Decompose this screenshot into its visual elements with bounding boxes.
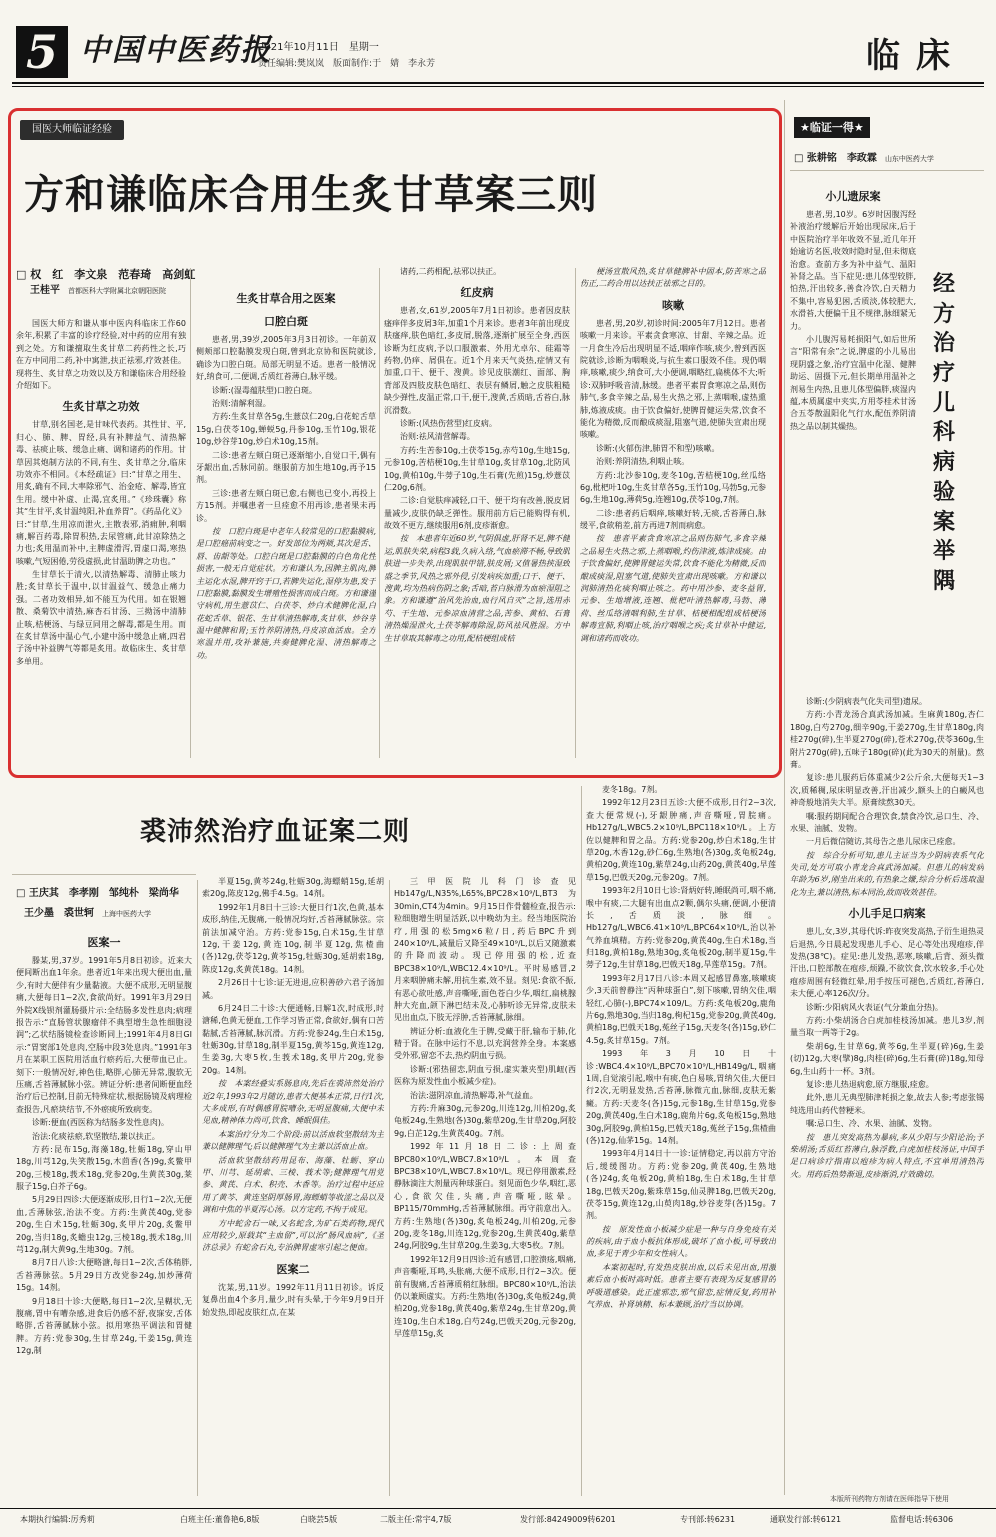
sidebar-authors — [794, 151, 934, 167]
paragraph: 嘱:服药期间配合合理饮食,禁食冷饮,忌口生、冷、水果、油腻、发物。 — [790, 811, 984, 833]
paragraph: 一月后微信随访,其母告之患儿尿床已痊愈。 — [806, 837, 961, 847]
sidebar-column-bottom — [790, 696, 984, 1490]
article2-authors-line2 — [24, 906, 151, 922]
article-headline: 方和谦临床合用生炙甘草案三则 — [24, 172, 598, 218]
affiliation: 首都医科大学附属北京朝阳医院 — [68, 287, 166, 295]
paragraph: 方药:生苦参10g,土茯苓15g,赤芍10g,生地15g,元参10g,苦桔梗10g,生甘草10g,炙甘草10g,北防风10g,黄柏10g,牛蒡子10g,生石膏(先煎)15g,炒薏苡仁20g,6剂。 — [384, 445, 570, 492]
commentary-paragraph: 按 口腔白斑是中老年人较常见的口腔黏膜病,是口腔癌前病变之一。好发部位为两颊,其次是舌、唇、齿龈等处。口腔白斑是口腔黏膜的白色角化性损害,一般无自觉症状。方和谦认为,因脾主肌肉,脾主运化水湿,脾开窍于口,若脾失运化,湿停为患,发于口腔黏膜,黏膜发生增殖性损害而成白斑。方和谦谨守病机,用生薏苡仁、白茯苓、炒白术健脾化湿,白花蛇舌草、银花、生甘草清热解毒,炙甘草、炒谷芽温中健脾和胃;玉竹养阴清热,丹皮凉血活血。全方寒温并用,攻补兼施,共奏健脾化湿、清热解毒之功。 — [196, 526, 376, 660]
paragraph: 治法:化痰祛瘀,软坚散结,兼以扶正。 — [32, 1131, 160, 1141]
commentary-paragraph: 本案治疗分为二个阶段:前以活血软坚散结为主兼以健脾理气;后以健脾理气为主兼以活血止血。 — [202, 1129, 384, 1152]
commentary-paragraph: 按 患儿突发高热为暴病,多从少阳与少阳论治;予柴胡汤;舌质红苔薄白,脉浮数,白虎加桂枝汤证,中国手足口病诊疗指南以疱疹为病人特点,不宜单用清热泻火。用药后热势渐退,皮疹渐消,疗效确切。 — [790, 1132, 984, 1179]
paragraph: 诊断:少阳病风火表证(气分兼血分热)。 — [806, 1002, 943, 1012]
paragraph: 诊断:(火郁伤津,肺胃不和型)咳嗽。 — [596, 443, 720, 453]
column-divider — [190, 268, 191, 758]
paragraph: 诊断:(风热伤营型)红皮病。 — [400, 418, 497, 428]
footer-night: 二版主任:常宇4,7版 — [380, 1515, 452, 1524]
subheading: 红皮病 — [460, 286, 494, 300]
subheading: 小儿遗尿案 — [825, 190, 881, 203]
footer-special: 专刊部:转6231 — [680, 1515, 736, 1524]
sidebar-divider — [784, 100, 785, 1495]
author-name: 王桂平 — [30, 285, 60, 296]
article2-column-3 — [394, 876, 576, 1498]
paragraph: 患者,女,61岁,2005年7月1日初诊。患者因皮肤瘙痒伴多皮屑3年,加重1个月来诊。患者3年前出现皮肤瘙痒,肤色暗红,多皮屑,脱落,逐渐扩展至全身,西医诊断为红皮病,予以口服激素、外用尤卓尔、硅霜等药物,仍痒、屑俱在。近1个月来天气炎热,症情又有加重,口干、便干、溲黄。诊见皮肤潮红、面部、胸背部及四肢皮肤色暗红、表层有鳞屑,触之皮肤粗糙缺少弹性,皮温正常,口干,便干,溲黄,舌质暗,舌苔白,脉沉滑数。 — [384, 306, 570, 415]
masthead-rule-thin — [12, 86, 984, 87]
paragraph: 方药:小柴胡汤合白虎加桂枝汤加减。患儿3岁,剂量当取一两等于2g。 — [790, 1016, 984, 1038]
paragraph: 1993年3月10日十诊:WBC4.4×10⁹/L,BPC70×10⁹/L,HB149g/L,咽痛1周,自觉滚引起,喉中有痰,色白易咳,胃纳欠佳,大便日行2次,无明显发热,舌苔薄,脉微亢血,脉细,皮肤无紫癜。方药:天麦冬(各)15g,元参18g,生甘草15g,党参20g,黄芪40g,生白术18g,鹿角片6g,炙龟板15g,熟地30g,阿胶9g,黄柏15g,巴戟天18g,菟丝子15g,焦楂曲(各)12g,仙茅15g。14剂。 — [586, 1049, 776, 1145]
paragraph: 1992年1月8日十三诊:大便日行1次,色黄,基本成形,纳佳,无腹痛,一般情况均好,舌苔薄腻脉弦。宗前法加减守治。方药:党参15g,白术15g,生甘草12g,干姜12g,黄连10g,制半夏12g,焦楂曲(各)12g,茯苓12g,黄芩15g,牡蛎30g,延胡索18g,陈皮12g,炙黄芪18g。14剂。 — [202, 902, 384, 974]
paragraph: 二诊:患者左颊白斑已逐渐缩小,自觉口干,偶有牙龈出血,舌脉同前。继服前方加生地10g,再予15剂。 — [196, 450, 376, 485]
paragraph: 9月18日十诊:大便略,每日1~2次,呈糊状,无腹痛,胃中有嘈杂感,进食后仍感不舒,夜寐安,舌体略胖,舌苔薄腻脉小弦。拟用寒热平调法和胃健脾。方药:党参30g,生甘草24g,干姜15g,黄连12g,制 — [16, 1296, 192, 1356]
section-title: 临床 — [866, 36, 966, 76]
column-divider — [575, 268, 576, 758]
paragraph: 二诊:自觉肤痒减轻,口干、便干均有改善,脱皮屑量减少,皮肤仍缺乏弹性。服用前方后已能购得有机,故效不更方,继续服用6剂,皮疹渐愈。 — [384, 496, 570, 531]
column-divider — [581, 786, 582, 1496]
masthead-rule — [12, 82, 984, 84]
article1-column-3 — [384, 266, 570, 758]
paragraph: 诊断:(邪热留恋,阴血亏损,虚实兼夹型)肌衄(西医称为原发性血小板减少症)。 — [394, 1064, 576, 1087]
paragraph: 1992年11月18日二诊:上周查BPC80×10⁹/L,WBC7.8×10⁹/L。本周查BPC38×10⁹/L,WBC7.8×10⁹/L。现已停用激素,经静脉滴注大剂量丙种球蛋白。刻见面色少华,咽红,恶心,食欲欠佳,头痛,声音嘶哑,眩晕。BP115/70mmHg,舌苔薄腻脉细。再守前意出入。方药:生熟地(各)30g,炙龟板24g,川柏20g,元参20g,麦冬18g,川连12g,党参20g,生黄芪40g,紫草24g,阿胶9g,生甘草20g,生姜3g,大枣5枚。7剂。 — [394, 1142, 576, 1251]
paragraph: 生甘草长于清火,以清热解毒、清肺止咳力胜;炙甘草长于温中,以甘温益气、缓急止痛力强。二者功效相异,如不能互为代用。如在银翘散、桑菊饮中清热,麻杏石甘汤、三拗汤中清肺止咳,桔梗汤、与绿豆同用之解毒,都是生用。而在炙甘草汤中温心气,小建中汤中缓急止痛,四君子汤中补益脾气等都是炙用。故临床生、炙甘草多单用。 — [16, 570, 186, 666]
paragraph: 8月7日八诊:大便略溏,每日1~2次,舌体稍胖,舌苔薄脉弦。5月29日方改党参24g,加炒薄荷15g。14剂。 — [16, 1258, 192, 1293]
sidebar-vertical-title: 经方治疗儿科病验案举隅 — [932, 271, 955, 594]
paragraph: 5月29日四诊:大便逐渐成形,日行1~2次,无便血,舌薄脉弦,治法不变。方药:生黄芪40g,党参20g,生白术15g,牡蛎30g,炙甲片20g,炙鳖甲20g,当归18g,炙蟾虫12g,三棱18g,莪术18g,川芎12g,制大黄9g,生地30g。7剂。 — [16, 1195, 192, 1255]
paragraph: 患者,男,10岁。6岁时因腹泻经补液治疗缓解后开始出现尿床,后于中医院治疗半年收效不显,近几年开始逾访名医,收效时隐时显,但未彻底治愈。查前方多为补中益气、温阳补肾之品。当下症见:患儿体型较胖,怕热,汗出较多,善食冷饮,白天精力不集中,容易犯困,舌质淡,体较肥大,水滑苔,大便偏干且不规律,脉细紧无力。 — [790, 210, 916, 331]
paragraph: 此外,患儿无典型肺津耗损之象,故去人参;考虑张锡纯选用山药代替粳米。 — [790, 1093, 984, 1115]
paragraph: 患者,男,20岁,初诊时间:2005年7月12日。患者咳嗽一月来诊。平素贪食寒凉、甘甜、辛辣之品。近一月食生冷后出现明显不适,咽痒作咳,痰少,曾到西医院就诊,诊断为咽喉炎,与抗生素口服效不佳。现仍咽痒,咳嗽,痰少,纳食可,大小便调,咽略红,扁桃体不大;听诊:双肺呼吸音清,脉缓。患者平素胃食寒凉之品,则伤肺气,多食辛辣之品,易生火热之邪,上蒸咽喉,虚热熏肺,炼液成痰。由于饮食偏好,使脾胃健运失常,饮食不能化为精微,反而酿成痰湿,阻塞气道,使肺失宣肃出现咳嗽。 — [580, 318, 766, 440]
article-tag: 国医大师临证经验 — [20, 120, 124, 140]
article2-headline: 裘沛然治疗血证案二则 — [140, 817, 411, 847]
paragraph: 6月24日二十诊:大便通畅,日解1次,时成形,时溏稀,色黄无便血,工作学习皆正常,食欲好,偶有口苦黏腻,舌苔薄腻,脉沉滑。方药:党参24g,生白术15g,牡蛎30g,甘草18g,制半夏15g,黄芩15g,黄连12g,生姜3g,大枣5枚,生莪术18g,炙甲片20g,党参20g。14剂。 — [202, 1003, 384, 1075]
paragraph: 治法:滋阴凉血,清热解毒,补气益血。 — [410, 1090, 538, 1100]
paragraph: 2月26日十七诊:证无进退,应积善砂六君子汤加减。 — [202, 978, 384, 1000]
article2-authors: □ 王庆其 李孝刚 邹纯朴 梁尚华 — [16, 888, 179, 899]
paragraph: 1993年2月10日七诊:肾炳好转,睡眠尚可,咽不痛,喉中有痰,二大腿有出血点2颗,偶尔头痛,便调,小便清长,舌质淡,脉细。Hb127g/L,WBC6.41×10⁹/L,BPC64×10⁹/L,治以补气养血填精。方药:党参20g,黄芪40g,生白术18g,当归18g,黄柏18g,熟地30g,炙龟板20g,制半夏15g,牛蒡子12g,生甘草18g,巴戟天18g,旱莲草15g。7剂。 — [586, 886, 776, 970]
subheading: 生炙甘草之功效 — [62, 400, 140, 414]
commentary-paragraph: 按 本案经叠实系肠息肉,先后在裘沛然处治疗近2年,1993年2月随访,患者大便基本正常,日行1次,大多成形,有时偶感胃脘嘈杂,无明显腹痛,大便中未见血,精神体力尚可,饮食、睡眠俱佳。 — [202, 1079, 384, 1126]
paragraph: 诸药,二药相配,祛邪以扶正。 — [400, 267, 502, 276]
paragraph: 患者,男,39岁,2005年3月3日初诊。一年前双侧颊部口腔黏膜发现白斑,曾到北京协和医院就诊,确诊为口腔白斑。局部无明显不适。患者一般情况好,纳食可,二便调,舌质红苔薄白,脉平缓。 — [196, 335, 376, 382]
article2-author-names: 王少墨 裘世轲 — [24, 908, 94, 919]
column-divider — [379, 268, 380, 758]
paragraph: 1992年12月23日五诊:大便不成形,日行2~3次,查大便常规(-),牙龈肿痛,声音嘶哑,胃脘痛。Hb127g/L,WBC5.2×10⁹/L,BPC118×10⁹/L。上方佐以健脾和胃之品。方药:党参20g,炒白术18g,生甘草20g,木香12g,砂仁6g,生熟地(各)30g,炙龟板24g,黄柏20g,黄连10g,紫草24g,山药20g,黄芪40g,早莲草15g,巴戟天20g,元参20g。7剂。 — [586, 798, 776, 882]
paragraph: 三甲医院儿科门诊查见Hb147g/L,N35%,L65%,BPC28×10⁹/L,BT3为30min,CT4为4min。9月15日作骨髓检查,报告示:粒细胞增生明显活跃,以中晚幼为主。经当地医院治疗,用强的松5mg×6粒/日,药后BPC升到240×10⁹/L,减量后又降至49×10⁹/L,以后又随激素的升降而波动。现已停用强的松,近查BPC38×10⁹/L,WBC12.4×10⁹/L。平时易感冒,2月来咽肿痛未解,用抗生素,效不显。刻见:食欲不振,有恶心欲吐感,声音嘶哑,面色苍白少华,咽红,扁桃腺肿大充血,颌下淋巴结未及,心肺听诊无异常,皮肤未见出血点,下肢无浮肿,舌苔薄腻,脉细。 — [394, 877, 576, 1023]
paragraph: 柴胡6g,生甘草6g,黄芩6g,生半夏(碎)6g,生姜(切)12g,大枣(擘)8g,肉桂(碎)6g,生石膏(碎)18g,知母6g,生山药十一杯。3剂。 — [790, 1041, 984, 1076]
footer-exec-editor: 本期执行编辑:厉秀莉 — [20, 1515, 95, 1524]
paragraph: 二诊:患者药后咽痒,咳嗽好转,无痰,舌苔薄白,脉缓平,食欲稍差,前方再进7剂而病愈。 — [580, 508, 766, 531]
paragraph: 诊断:(少阴病表气化失司型)遗尿。 — [806, 697, 927, 706]
paragraph: 方药:升麻30g,元参20g,川连12g,川柏20g,炙龟板24g,生熟地(各)30g,紫草20g,生甘草20g,阿胶9g,白芷12g,生黄芪40g。7剂。 — [394, 1104, 576, 1138]
paragraph: 方药:昆布15g,海藻18g,牡蛎18g,穿山甲18g,川芎12g,失笑散15g,木茴香(各)9g,炙鳖甲20g,三棱18g,莪术18g,党参20g,生黄芪30g,莱服子15g,白芥子6g。 — [16, 1144, 192, 1192]
paragraph: 滕某,男,37岁。1991年5月8日初诊。近来大便间断出血1年余。患者近1年来出现大便出血,量少,有时大便伴有少量黏液。大便不成形,无明显腹痛,大便每日1~2次,食欲尚好。1991年3月29日外院X线钡剂灌肠摄片示:全结肠多发性息肉;病理报告示:“直肠管状腺瘤伴不典型增生急性细胞浸润”;乙状结肠镜检查诊断同上;1991年4月8日GI示:“胃窦部1处息肉,空肠中段3处息肉。”1991年3月在某职工医院用活血行瘀药后,大便带血已止。刻下:一般情况好,神色佳,略胖,心肺无异常,腹软无压痛,舌苔薄腻脉小弦。辨证分析:患者间断便血经治疗后已控制,目前无特殊症状,根据肠镜及病理检查报告,凡瘀块结节,不外瘀痰所致病变。 — [16, 956, 192, 1114]
commentary-paragraph: 按 综合分析可知,患儿主证当为少阴病表系气化失司,处方可取小青龙合真武汤加减。但患儿的病发病年龄为6岁,刚坐出来的,有热象之嫌,综合分析后选取温化为主,兼以清热,标本同治,故而收效甚佳。 — [790, 850, 984, 897]
paragraph: 三诊:患者左颊白斑已愈,右侧也已变小,再投上方15剂。并嘱患者一旦痊愈不用再诊,患者果未再诊。 — [196, 488, 376, 523]
sidebar-rule — [790, 170, 984, 171]
article2-column-4 — [586, 784, 776, 1498]
article2-column-1 — [16, 928, 192, 1498]
page-number: 5 — [16, 26, 68, 78]
paragraph: 复诊:患儿热退病愈,原方继服,痊愈。 — [806, 1079, 934, 1089]
paragraph: 治则:祛风清营解毒。 — [400, 432, 475, 442]
article2-rule — [12, 874, 196, 875]
column-divider — [197, 880, 198, 1496]
subheading: 医案二 — [276, 1262, 310, 1276]
sidebar-author-names: □ 张耕铭 李政霖 — [794, 153, 877, 164]
paragraph: 诊断:便血(西医称为结肠多发性息肉)。 — [32, 1118, 169, 1128]
paragraph: 患儿,女,3岁,其母代诉:昨夜突发高热,子衍生退热灵后退热,今日晨起发现患儿手心、足心等处出现疱疹,伴发热(38℃)。症见:患儿发热,恶寒,咳嗽,后背、颈头微汗出,口腔部散在疱疹,烦躁,不欲饮食,饮水较多,手心处疱疹周围有轻微红晕,用手按压可褪色,舌质红,苔薄白,未大便,心率126次/分。 — [790, 927, 984, 999]
page-footer — [0, 1508, 996, 1531]
paragraph: 小儿腹泻易耗损阳气,如后世所言“阳常有余”之说,脾虚的小儿易出现阴盛之象,治疗宜温中化湿、健脾助运、固摄下元,但长期单用温补之剂易生内热,且患儿体型偏胖,痰湿内蕴,本质属虚中夹实,方用苓桂术甘汤合五苓散温阳化气行水,配伍养阴清热之品以制其燥热。 — [790, 334, 916, 431]
article1-column-1 — [16, 318, 186, 758]
usage-credit: 本版所刊药物方剂请在医师指导下使用 — [830, 1495, 949, 1503]
footer-layout: 白晓芸5版 — [300, 1515, 338, 1524]
editor-line: 责任编辑:樊岚岚 版面制作:于 婧 李永芳 — [258, 59, 436, 69]
paragraph: 治则:清解利湿。 — [212, 399, 271, 409]
paragraph: 半夏15g,黄芩24g,牡蛎30g,海螵蛸15g,延胡索20g,陈皮12g,佛手4.5g。14剂。 — [202, 877, 384, 899]
paragraph: 1993年2月17日八诊:本周又起感冒鼻塞,咳嗽痰少,3天前曾静注“丙种球蛋白”,刻下咳嗽,胃纳欠佳,咽轻红,心肺(-),BPC74×109/L。方药:炙龟板20g,鹿角片6g,熟地30g,当归18g,枸杞15g,党参20g,黄芪40g,黄柏18g,巴戟天18g,菟丝子15g,天麦冬(各)15g,砂仁4.5g,炙甘草15g。7剂。 — [586, 973, 776, 1045]
subheading: 咳嗽 — [662, 298, 684, 312]
paragraph: 方药:生炙甘草各5g,生薏苡仁20g,白花蛇舌草15g,白茯苓10g,蝉蜕5g,丹参10g,玉竹10g,银花10g,炒谷芽10g,炒白术10g,15剂。 — [196, 412, 376, 447]
subheading: 医案一 — [87, 936, 121, 949]
commentary-paragraph: 方中蛇舍石一味,又名蛇含,为矿石类药物,现代应用较少,原载其“主血留”,可以治“肠风血病”,《圣济总录》有蛇舍石丸,专治脾胃虚寒引起之便血。 — [202, 1218, 384, 1253]
paragraph: 国医大师方和谦从事中医内科临床工作60余年,积累了丰富的诊疗经验,对中药的应用有独到之处。方和谦擅取生炙甘草二药药性之长,巧在方中同用二药,补中寓泄,扶正祛邪,疗效甚佳。现将生、炙甘草之功效以及方和谦临床合用经验介绍如下。 — [16, 319, 186, 390]
article1-column-2 — [196, 284, 376, 758]
sidebar-column-top — [790, 182, 916, 694]
footer-phone: 发行部:84249009转6201 — [520, 1515, 616, 1524]
article1-column-4 — [580, 266, 766, 758]
paragraph: 甘草,别名国老,是甘味代表药。其性甘、平,归心、肺、脾、胃经,具有补脾益气、清热解毒、祛痰止咳、缓急止痛、调和诸药的作用。甘草因其炮制方法的不同,有生、炙甘草之分,临床功效亦不相同。《本经疏证》曰:“甘草之用生、用炙,确有不同,大率除邪气、治金疮、解毒,皆宜生用。缓中补虚、止渴,宜炙用。”《珍珠囊》称其“生甘平,炙甘温纯阳,补血养胃”。《药品化义》曰:“甘草,生用凉而泄火,主散表邪,消痈肿,利咽痛,解百药毒,除胃积热,去尿管痛,此甘凉除热之力也;炙用温而补中,主脾虚滑泻,胃虚口渴,寒热咳嗽,气短困倦,劳役虚损,此甘温助脾之功也。” — [16, 420, 186, 566]
subheading: 生炙甘草合用之医案 — [236, 292, 336, 305]
paragraph: 麦冬18g。7剂。 — [602, 785, 663, 794]
paragraph: 方药:北沙参10g,麦冬10g,苦桔梗10g,丝瓜络6g,枇杷叶10g,生炙甘草各5g,玉竹10g,马勃5g,元参6g,生地10g,薄荷5g,连翘10g,茯苓10g,7剂。 — [580, 470, 766, 505]
footer-day-editor: 白班主任:董鲁艳6,8版 — [180, 1515, 260, 1524]
commentary-paragraph: 按 患者平素贪食寒凉之品则伤肺气,多食辛辣之品易生火热之邪,上蒸咽喉,灼伤津液,炼津成痰。由于饮食偏好,使脾胃健运失常,饮食不能化为精微,反而酿成痰湿,阻塞气道,使肺失宣肃出现咳嗽。方和谦以润肺清热化痰利咽止咳之。药中用沙参、麦冬益胃,元参、生地增液,连翘、枇杷叶清热解毒,马勃、薄荷、丝瓜络清咽利肺,生甘草、桔梗相配组成桔梗汤解毒宣肺,利咽止咳,治疗咽喉之疾;炙甘草补中健运,调和诸药而收功。 — [580, 534, 766, 643]
paragraph: 沈某,男,11岁。1992年11月11日初诊。诉反复鼻出血4个多月,量少,时有头晕,于今年9月9日开始发热,即起皮肤红点,在某 — [202, 1282, 384, 1317]
footer-supervise: 监督电话:转6306 — [890, 1515, 954, 1524]
date-line: 2021年10月11日 星期一 — [258, 42, 379, 53]
commentary-paragraph: 按 本患者年近60岁,气阴俱虚,肝肾不足,脾不健运,肌肤失荣,病程3载,久病入络,气血瘀滞不畅,导致肌肤进一步失养,出现肌肤甲错,肤皮屑;又值暑热挟湿致盛之季节,风热之邪外侵,引发病疾加重;口干、便干、溲黄,均为热病伤阴之象;舌暗,苔白脉滑为血瘀湿阻之象。方和谦遵“治风先治血,血行风自灭”之旨,选用赤芍、干生地、元参凉血清营之品,苦参、黄柏、石膏清热燥湿泄火,土茯苓解毒除湿,防风祛风胜湿。方中生甘草取其解毒之功用,配桔梗组成桔 — [384, 534, 570, 643]
commentary-paragraph: 按 原发性血小板减少症是一种与自身免疫有关的疾病,由于血小板抗体形成,破坏了血小板,可导致出血,多见于青少年和女性病人。 — [586, 1224, 776, 1259]
sidebar-affiliation: 山东中医药大学 — [884, 155, 934, 163]
paragraph: 辨证分析:血液化生于脾,受藏于肝,输布于肺,化精于肾。在脉中运行不息,以充润营养全身。本案感受外邪,留恋不去,热灼阴血亏损。 — [394, 1026, 576, 1061]
commentary-paragraph: 梗汤宣散风热,炙甘草健脾补中固本,防苦寒之品伤正,二药合用以达扶正祛邪之目的。 — [580, 267, 766, 289]
paragraph: 1993年4月14日十一诊:证情稳定,再以前方守治后,缓缓图功。方药:党参20g,黄芪40g,生熟地(各)24g,炙龟板20g,黄柏18g,生白术18g,生甘草18g,巴戟天20g,紫珠草15g,仙灵脾18g,巴戟天20g,茯苓15g,黄连12g,山萸肉18g,炒谷麦芽(各)15g。7剂。 — [586, 1149, 776, 1221]
paragraph: 诊断:(湿毒蕴肤型)口腔白斑。 — [212, 385, 317, 395]
article-authors: □ 权 红 李文泉 范春琦 高剑虹 — [16, 268, 196, 281]
column-divider — [389, 880, 390, 1496]
footer-notice: 通联发行部:转6121 — [770, 1515, 842, 1524]
subheading: 小儿手足口病案 — [848, 907, 926, 921]
paragraph: 嘱:忌口生、冷、水果、油腻、发物。 — [806, 1119, 937, 1129]
paragraph: 方药:小青龙汤合真武汤加减。生麻黄180g,杏仁180g,白芍270g,细辛90g,干姜270g,生甘草180g,肉桂270g(碎),生半夏270g(碎),苍术270g,茯苓360g,生附片270g(碎),五味子180g(碎)(此为30天的剂量)。熬膏。 — [790, 710, 984, 769]
article2-affiliation: 上海中医药大学 — [102, 910, 151, 918]
commentary-paragraph: 活血软坚散结药用昆布、海藻、牡蛎、穿山甲、川芎、延胡索、三棱、莪术等;健脾理气用党参、黄芪、白术、积壳、木香等。治疗过程中还应用了黄芩、黄连坚阴厚肠胃,海螵蛸等收涩之品以及调和中焦的半夏泻心汤。以方定药,不拘于成见。 — [202, 1155, 384, 1215]
sidebar-tag: ★临证一得★ — [794, 117, 870, 138]
paragraph: 1992年12月9日四诊:近有感冒,口腔溃疡,咽痛,声音嘶哑,耳鸣,头胀痛,大便不成形,日行2~3次。便前有腹痛,舌苔薄质稍红脉细。BPC80×10⁹/L,治法仍以兼顾虚实。方药:生熟地(各)30g,炙龟板24g,黄柏20g,党参18g,黄芪40g,紫草24g,生甘草20g,黄连10g,生白术18g,白芍24g,巴戟天20g,元参20g,早莲草15g,炙 — [394, 1254, 576, 1339]
article2-column-2 — [202, 876, 384, 1498]
paragraph: 治则:养阴清热,利咽止咳。 — [596, 457, 690, 467]
paper-name: 中国中医药报 — [80, 33, 272, 68]
paragraph: 复诊:患儿服药后体重减少2公斤余,大便每天1~3次,质稀稠,尿床明显改善,汗出减少,额头上的白癜风也神奇般地消失大半。原膏续熬30天。 — [790, 773, 984, 808]
commentary-paragraph: 本案初起时,有发热皮肤出血,以后未见出血,用激素后血小板时高时低。患者主要有表现为反复感冒的呼吸道感染。此正虚邪恋,邪气留恋,症情反复,药用补气养血、补肾填精、标本兼顾,治疗当以协调。 — [586, 1262, 776, 1310]
article-authors-line2 — [30, 283, 166, 299]
subheading: 口腔白斑 — [264, 315, 308, 329]
